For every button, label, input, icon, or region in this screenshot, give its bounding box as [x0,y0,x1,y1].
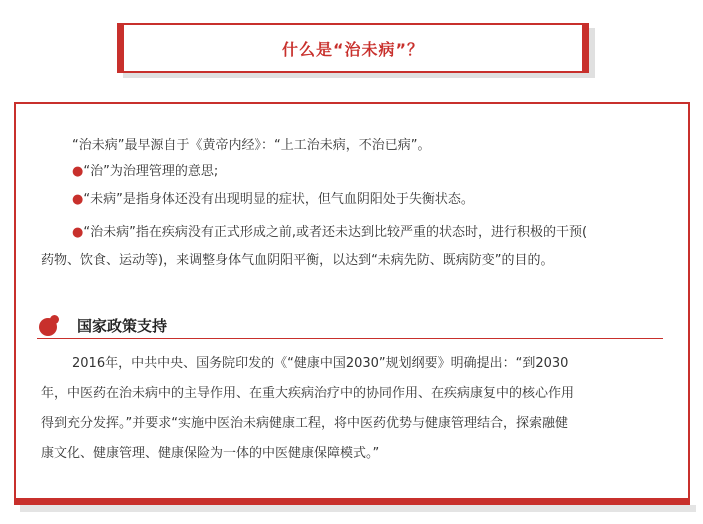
title-banner [117,23,589,73]
bullet-zhiweibing-cont: 药物、饮食、运动等)，来调整身体气血阴阳平衡，以达到“未病先防、既病防变”的目的。 [41,253,554,268]
section-header [37,310,663,340]
section-divider [37,338,663,339]
bullet-zhi [72,159,218,185]
red-dot-icon [39,318,57,336]
box-shadow [20,505,696,512]
bullet-dot-icon: ● [72,164,84,179]
policy-line-2: 年，中医药在治未病中的主导作用、在重大疾病治疗中的协同作用、在疾病康复中的核心作用 [41,386,575,401]
policy-line-3: 得到充分发挥。”并要求“实施中医治未病健康工程，将中医药优势与健康管理结合，探索融健 [41,416,568,431]
bullet-dot-icon: ● [72,192,84,207]
page-title: 什么是“治未病”？ [281,40,425,59]
section-title: 国家政策支持 [77,317,168,335]
bullet-text: “治未病”指在疾病没有正式形成之前,或者还未达到比较严重的状态时，进行积极的干预( [83,225,588,240]
policy-line-4: 康文化、健康管理、健康保险为一体的中医健康保障模式。” [41,446,380,461]
policy-line-1: 2016年，中共中央、国务院印发的《“健康中国2030”规划纲要》明确提出：“到2030 [72,356,569,371]
intro-origin: “治未病”最早源自于《黄帝内经》：“上工治未病，不治已病”。 [72,138,431,153]
bullet-text: “未病”是指身体还没有出现明显的症状，但气血阴阳处于失衡状态。 [83,192,474,207]
bullet-dot-icon: ● [72,225,84,240]
bullet-zhiweibing [72,220,587,246]
bullet-weibing [72,187,474,213]
bullet-text: “治”为治理管理的意思; [83,164,219,179]
